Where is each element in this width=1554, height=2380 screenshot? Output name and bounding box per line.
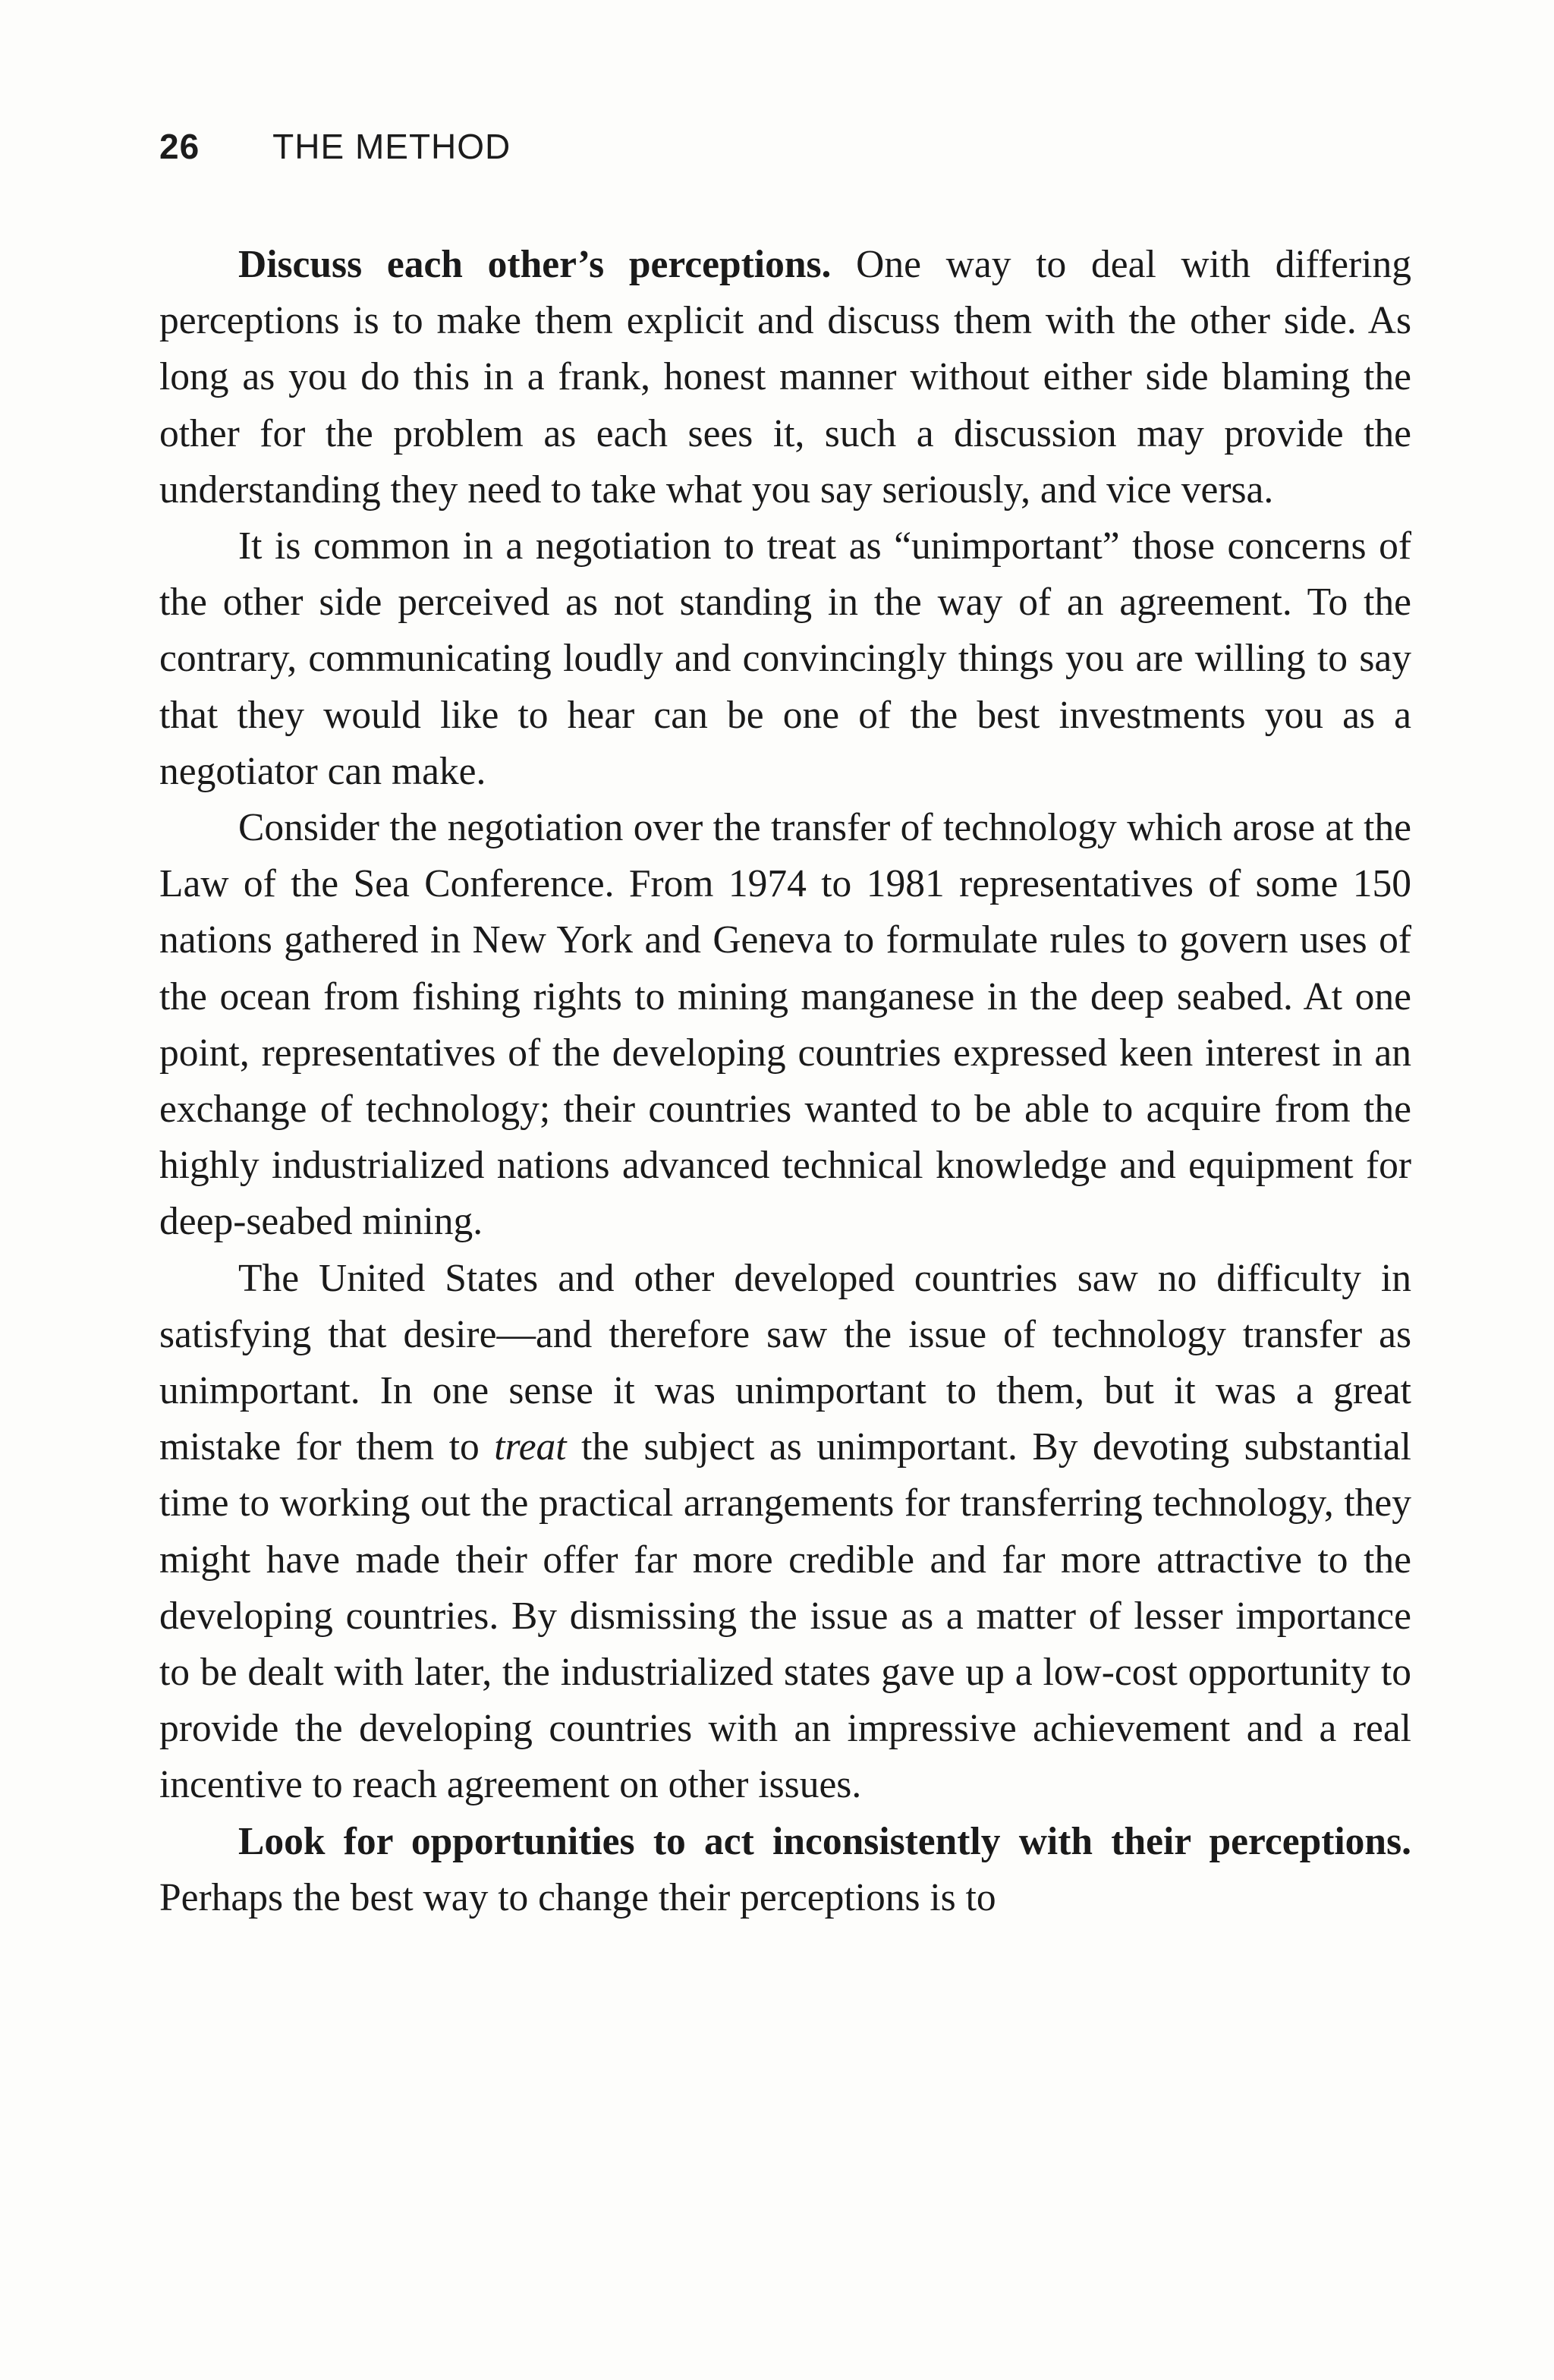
paragraph-text: the subject as unimportant. By devoting substantial time to working out the practical arrangements for transferring technology, they might have made their offer far more credible and far more attractive to the developing countries. By dismissing the issue as a matter of lesser importance to be dealt with later, the industrialized states gave up a low-cost opportunity to provide the developing countries with an impressive achievement and a real incentive to reach agreement on other issues.: [159, 1425, 1411, 1807]
paragraph-discuss-perceptions: [159, 237, 1411, 518]
paragraph-united-states: [159, 1251, 1411, 1814]
paragraph-text: It is common in a negotiation to treat as “unimportant” those concerns of the other side perceived as not standing in the way of an agreement. To the contrary, communicating loudly and convincingly things you are willing to say that they would like to hear can be one of the best investments you as a negotiator can make.: [159, 524, 1411, 793]
paragraph-text: Perhaps the best way to change their perceptions is to: [159, 1875, 996, 1919]
running-head: [159, 126, 511, 167]
run-in-heading: Discuss each other’s perceptions.: [238, 243, 832, 286]
section-title: THE METHOD: [272, 127, 511, 166]
paragraph-text: The United States and other developed countries saw no difficulty in satisfying that desire—and therefore saw the issue of technology transfer as unimportant. In one sense it was unimportant to them, but it was a great mistake for them to: [159, 1256, 1411, 1469]
run-in-heading: Look for opportunities to act inconsistently with their perceptions.: [238, 1819, 1411, 1863]
paragraph-text: One way to deal with differing perceptions is to make them explicit and discuss them with the other side. As long as you do this in a frank, honest manner without either side blaming the other for the problem as each sees it, such a discussion may provide the understanding they need to take what you say seriously, and vice versa.: [159, 243, 1411, 512]
page-number: 26: [159, 127, 200, 166]
paragraph-unimportant-concerns: [159, 518, 1411, 800]
paragraph-law-of-the-sea: [159, 800, 1411, 1251]
paragraph-text: Consider the negotiation over the transfer of technology which arose at the Law of the Sea Conference. From 1974 to 1981 representatives of some 150 nations gathered in New York and Geneva to formulate rules to govern uses of the ocean from fishing rights to mining manganese in the deep seabed. At one point, representatives of the developing countries expressed keen interest in an exchange of technology; their countries wanted to be able to acquire from the highly industrialized nations advanced technical knowledge and equipment for deep-seabed mining.: [159, 806, 1411, 1244]
body-text: [159, 237, 1411, 1926]
paragraph-act-inconsistently: [159, 1814, 1411, 1926]
emphasized-word: treat: [494, 1425, 567, 1469]
